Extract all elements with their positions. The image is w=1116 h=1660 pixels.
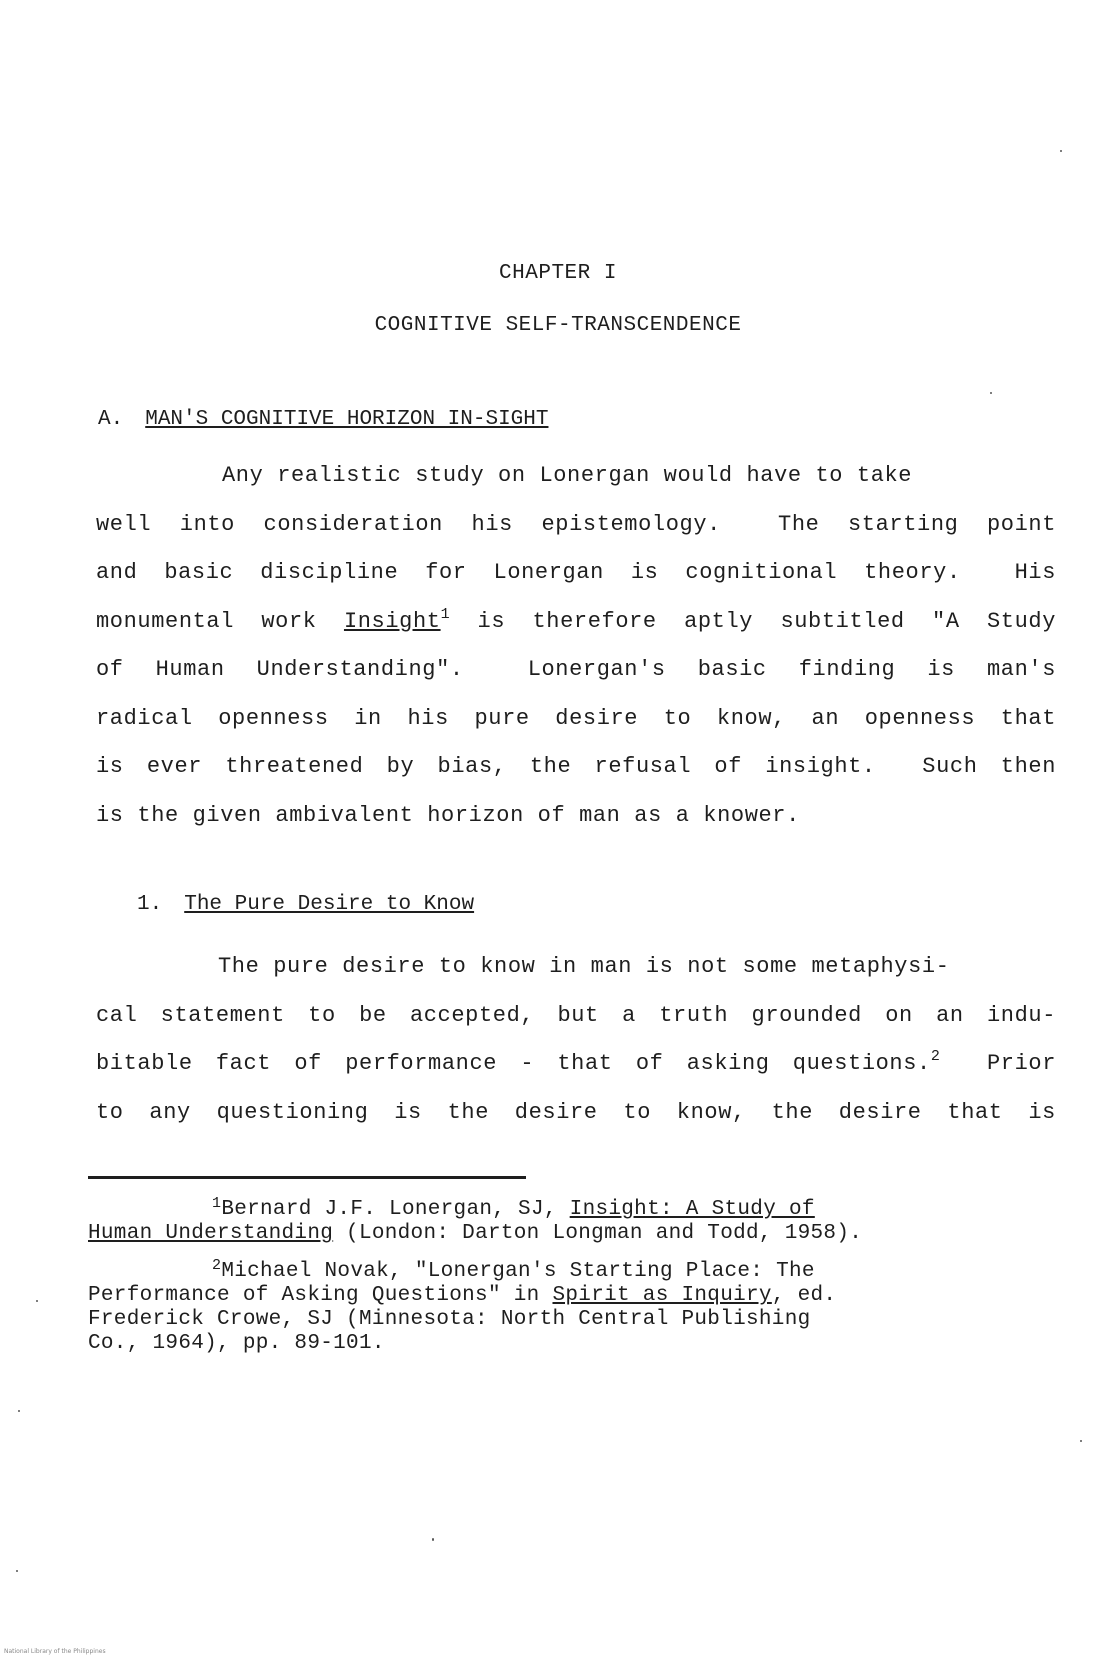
text-fragment: monumental work (96, 608, 344, 634)
footnote-book-title: Spirit as Inquiry (552, 1284, 772, 1307)
text-line: and basic discipline for Lonergan is cognitional theory. His (96, 560, 1056, 585)
text-line (96, 1040, 1056, 1089)
text-line: is the given ambivalent horizon of man as a knower. (96, 802, 800, 828)
scan-speck (990, 392, 992, 394)
footnotes (88, 1195, 1038, 1370)
footnote-line (88, 1195, 1038, 1222)
footnote-book-title: Human Understanding (88, 1222, 334, 1245)
text-line: well into consideration his epistemology. The starting point (96, 511, 1056, 537)
footnote-text: (London: Darton Longman and Todd, 1958). (333, 1222, 863, 1245)
scan-speck (36, 1300, 38, 1302)
section-title: MAN'S COGNITIVE HORIZON IN-SIGHT (145, 408, 549, 431)
footnote-line: Frederick Crowe, SJ (Minnesota: North Central Publishing (88, 1308, 811, 1331)
text-line: Any realistic study on Lonergan would have to take (222, 463, 913, 488)
chapter-title: CHAPTER I (499, 262, 617, 285)
footnote-line (88, 1222, 1038, 1246)
footnote-marker: 2 (212, 1257, 222, 1274)
footnote-text: Performance of Asking Questions" in (88, 1284, 553, 1307)
subsection-heading (137, 893, 474, 916)
footnote-1 (88, 1195, 1038, 1246)
footnote-ref-2: 2 (930, 1048, 941, 1065)
scan-speck (18, 1410, 20, 1412)
scan-speck (432, 1538, 434, 1541)
paragraph-1 (96, 452, 1056, 840)
text-line: radical openness in his pure desire to know, an openness that (96, 705, 1056, 731)
subsection-title: The Pure Desire to Know (184, 893, 475, 916)
footnote-text: Michael Novak, "Lonergan's Starting Place: The (221, 1260, 815, 1283)
footnote-ref-1: 1 (440, 605, 451, 623)
text-line: of Human Understanding". Lonergan's basic finding is man's (96, 657, 1056, 682)
section-letter: A. (98, 408, 124, 431)
text-line (96, 598, 1056, 647)
paragraph-2 (96, 943, 1056, 1137)
text-line: to any questioning is the desire to know, the desire that is (96, 1099, 1056, 1125)
text-line: cal statement to be accepted, but a truth grounded on an indu- (96, 1002, 1056, 1028)
footnote-book-title: Insight: A Study of (569, 1198, 815, 1221)
footnote-line (88, 1284, 1038, 1308)
footnote-line (88, 1257, 1038, 1284)
footnote-text: Bernard J.F. Lonergan, SJ, (221, 1198, 570, 1221)
chapter-subtitle: COGNITIVE SELF-TRANSCENDENCE (374, 314, 742, 337)
text-line: The pure desire to know in man is not some metaphysi- (218, 954, 950, 979)
book-title-insight: Insight (343, 608, 441, 634)
footnote-2 (88, 1257, 1038, 1356)
scan-speck (1080, 1440, 1082, 1442)
footnote-separator (88, 1176, 526, 1179)
footnote-text: , ed. (771, 1284, 837, 1307)
scan-footer: National Library of the Philippines (4, 1648, 106, 1655)
text-line: is ever threatened by bias, the refusal of insight. Such then (96, 754, 1056, 779)
footnote-marker: 1 (212, 1195, 222, 1212)
scan-speck (1060, 150, 1062, 152)
subsection-number: 1. (137, 893, 163, 916)
text-fragment: is therefore aptly subtitled "A Study (450, 608, 1056, 634)
section-heading (98, 408, 548, 431)
text-fragment: bitable fact of performance - that of asking questions. (96, 1051, 931, 1076)
footnote-line: Co., 1964), pp. 89-101. (88, 1332, 385, 1355)
scan-speck (16, 1570, 18, 1572)
text-fragment: Prior (940, 1051, 1056, 1076)
